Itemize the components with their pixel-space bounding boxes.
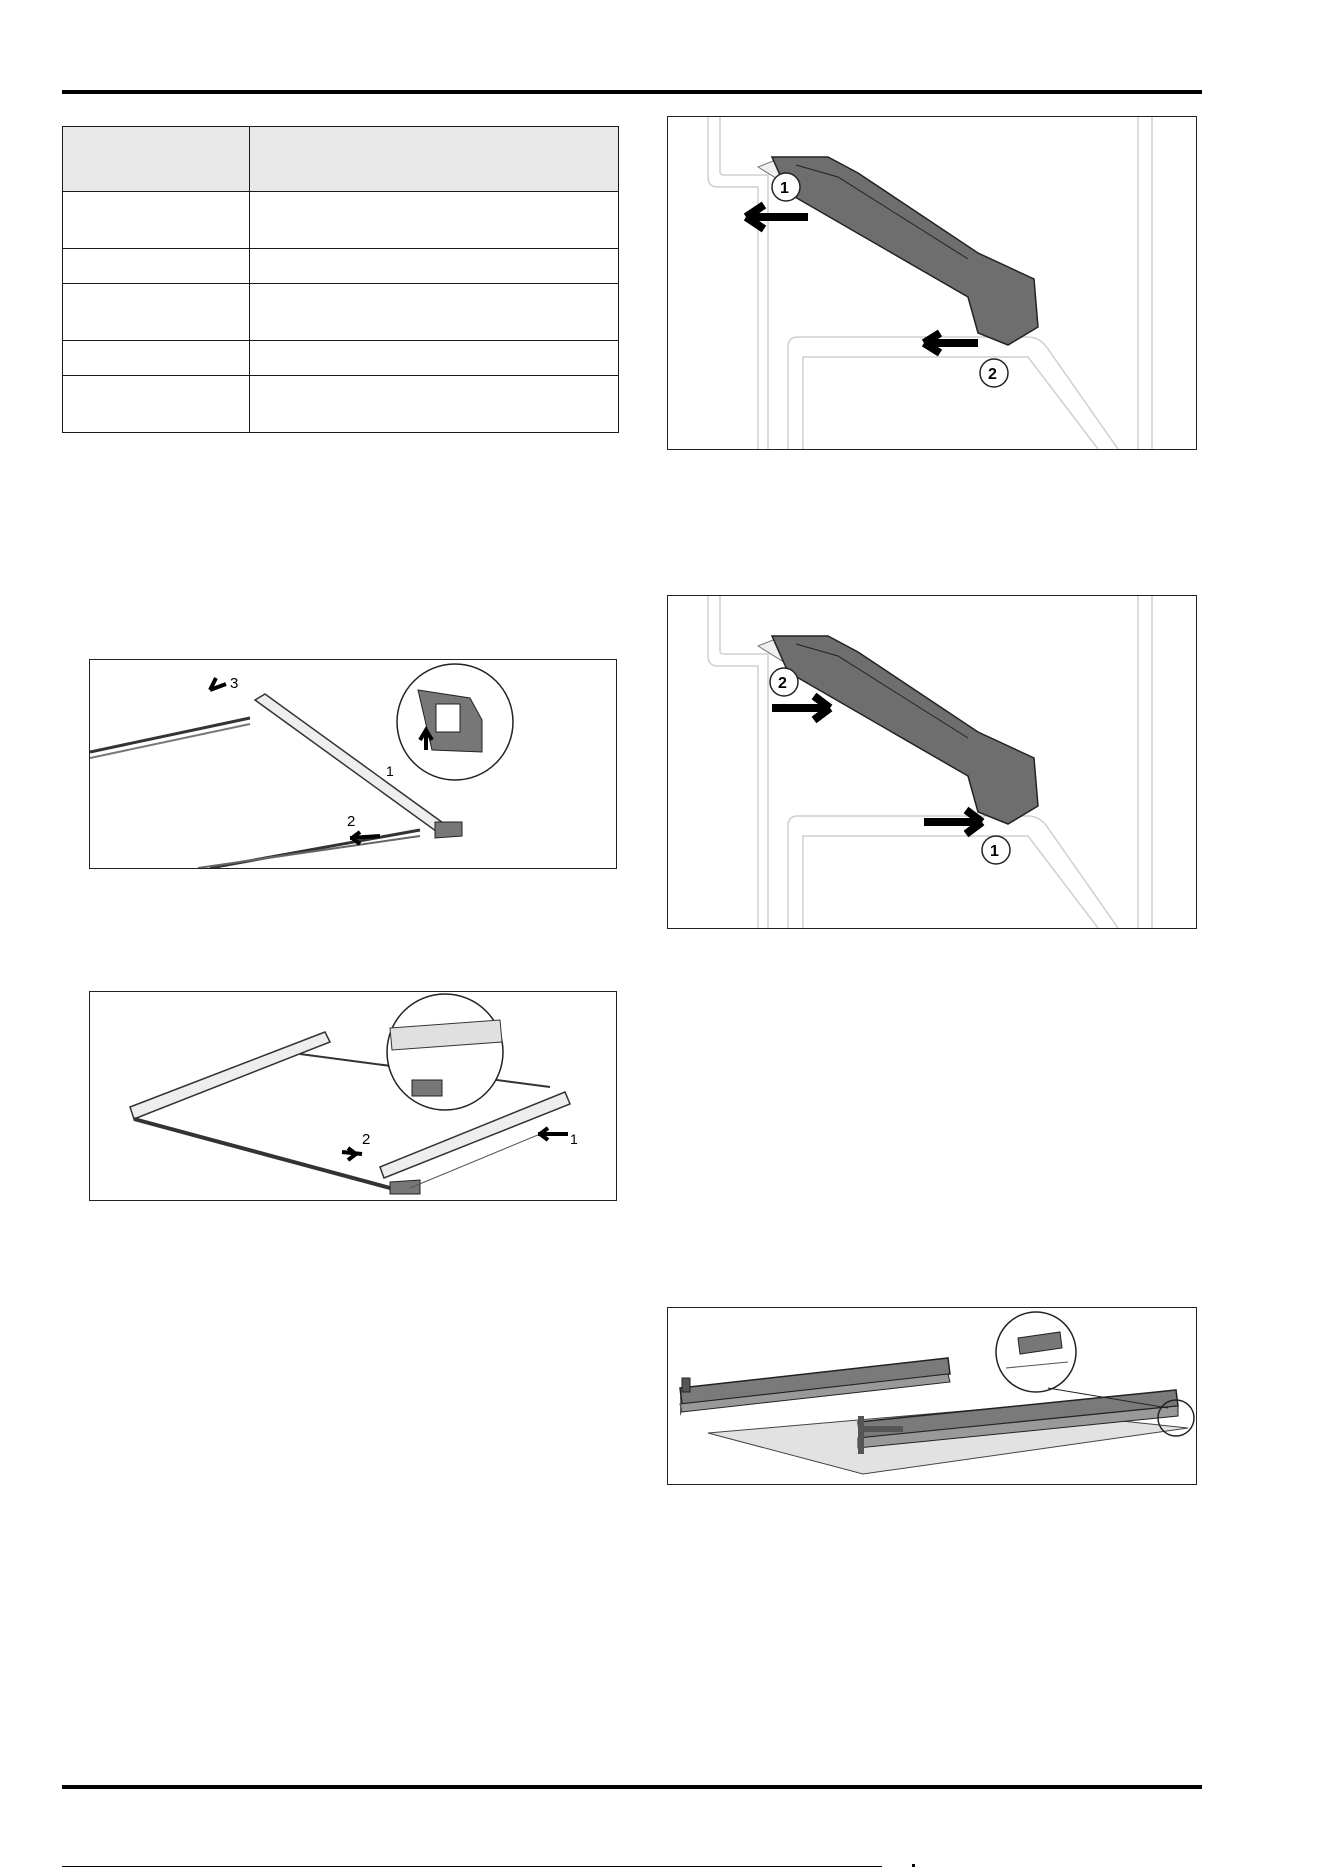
table-row (63, 341, 619, 376)
table-cell (250, 341, 619, 376)
table-cell (63, 192, 250, 249)
callout-1: 1 (570, 1131, 578, 1147)
table-cell (250, 127, 619, 192)
figure-cover-remove (667, 116, 1197, 450)
callout-2: 2 (347, 813, 356, 830)
rail-pull-illustration (90, 992, 616, 1200)
table-cell (250, 249, 619, 284)
table-cell (63, 127, 250, 192)
header-rule (62, 90, 1202, 94)
table-cell (63, 341, 250, 376)
table-row (63, 249, 619, 284)
callout-2: 2 (362, 1131, 371, 1148)
table-cell (63, 249, 250, 284)
callout-2: 2 (778, 675, 787, 692)
page-bottom-line (62, 1866, 882, 1867)
table-cell (250, 284, 619, 341)
callout-1: 1 (386, 763, 394, 779)
figure-rail-removal (89, 659, 617, 869)
table-row (63, 192, 619, 249)
table-row (63, 284, 619, 341)
cover-remove-illustration (668, 117, 1196, 449)
table-header-row (63, 127, 619, 192)
callout-1: 1 (780, 180, 789, 197)
figure-cover-attach (667, 595, 1197, 929)
spec-table (62, 126, 619, 433)
callout-1: 1 (990, 843, 999, 860)
figure-rails-installed (667, 1307, 1197, 1485)
table-cell (63, 376, 250, 433)
table-cell (250, 376, 619, 433)
callout-3: 3 (230, 675, 239, 692)
table-cell (63, 284, 250, 341)
rail-removal-illustration (90, 660, 616, 868)
rails-installed-illustration (668, 1308, 1196, 1484)
page-bottom-mark (912, 1864, 915, 1867)
table-row (63, 376, 619, 433)
callout-2: 2 (988, 366, 997, 383)
cover-attach-illustration (668, 596, 1196, 928)
footer-rule (62, 1785, 1202, 1789)
figure-rail-pull (89, 991, 617, 1201)
table-cell (250, 192, 619, 249)
